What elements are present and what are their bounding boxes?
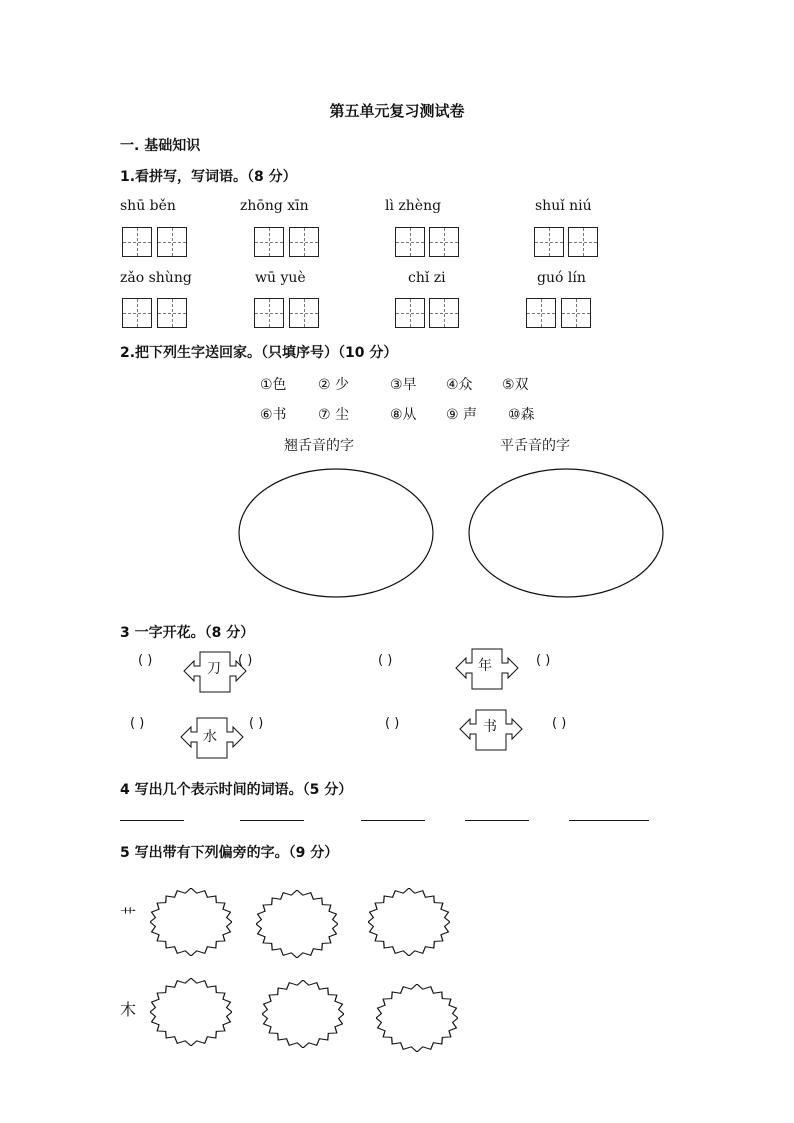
answer-line[interactable] (120, 820, 184, 821)
retroflex-label: 翘舌音的字 (284, 438, 354, 454)
pinyin-label: wū yuè (255, 270, 306, 286)
answer-line[interactable] (361, 820, 425, 821)
center-character: 水 (203, 729, 217, 745)
character-option: ⑤双 (502, 377, 529, 393)
question-3-heading: 3 一字开花。（8 分） (120, 625, 255, 641)
question-5-heading: 5 写出带有下列偏旁的字。（9 分） (120, 845, 339, 861)
starburst-answer-box[interactable] (368, 888, 450, 956)
question-1-heading: 1.看拼写，写词语。（8 分） (120, 169, 297, 185)
answer-blank[interactable]: ( ) (385, 716, 400, 731)
writing-grid-box[interactable] (568, 227, 598, 257)
center-character: 刀 (207, 661, 221, 677)
center-character: 书 (483, 719, 497, 735)
character-option: ⑦ 尘 (318, 407, 350, 423)
pinyin-label: guó lín (537, 270, 586, 286)
character-option: ⑩森 (508, 407, 535, 423)
character-option: ⑧从 (390, 407, 417, 423)
answer-blank[interactable]: ( ) (249, 716, 264, 731)
character-option: ⑨ 声 (446, 407, 478, 423)
center-character: 年 (478, 658, 492, 674)
writing-grid-box[interactable] (254, 227, 284, 257)
radical-label: 木 (120, 1000, 137, 1019)
starburst-answer-box[interactable] (262, 980, 344, 1048)
writing-grid-box[interactable] (534, 227, 564, 257)
answer-blank[interactable]: ( ) (138, 653, 153, 668)
question-4-heading: 4 写出几个表示时间的词语。（5 分） (120, 782, 353, 798)
pinyin-label: zhōng xīn (240, 198, 309, 214)
writing-grid-box[interactable] (157, 298, 187, 328)
writing-grid-box[interactable] (157, 227, 187, 257)
pinyin-label: chǐ zi (408, 270, 446, 286)
starburst-answer-box[interactable] (256, 890, 338, 958)
writing-grid-box[interactable] (122, 227, 152, 257)
pinyin-label: zǎo shùng (120, 270, 192, 286)
answer-blank[interactable]: ( ) (238, 653, 253, 668)
character-option: ④众 (446, 377, 473, 393)
writing-grid-box[interactable] (254, 298, 284, 328)
writing-grid-box[interactable] (429, 227, 459, 257)
starburst-answer-box[interactable] (150, 978, 232, 1046)
character-option: ⑥书 (260, 407, 287, 423)
pinyin-label: shuǐ niú (535, 198, 592, 214)
answer-blank[interactable]: ( ) (130, 716, 145, 731)
writing-grid-box[interactable] (289, 227, 319, 257)
answer-blank[interactable]: ( ) (552, 716, 567, 731)
writing-grid-box[interactable] (395, 227, 425, 257)
answer-blank[interactable]: ( ) (378, 653, 393, 668)
answer-oval-right[interactable] (466, 466, 666, 600)
answer-blank[interactable]: ( ) (536, 653, 551, 668)
writing-grid-box[interactable] (289, 298, 319, 328)
flat-tongue-label: 平舌音的字 (500, 438, 570, 454)
answer-line[interactable] (240, 820, 304, 821)
starburst-answer-box[interactable] (376, 984, 458, 1052)
starburst-answer-box[interactable] (150, 888, 232, 956)
character-option: ③早 (390, 377, 417, 393)
writing-grid-box[interactable] (526, 298, 556, 328)
writing-grid-box[interactable] (429, 298, 459, 328)
writing-grid-box[interactable] (395, 298, 425, 328)
pinyin-label: lì zhèng (385, 198, 442, 214)
answer-line[interactable] (465, 820, 529, 821)
question-2-heading: 2.把下列生字送回家。（只填序号）（10 分） (120, 345, 398, 361)
section-heading: 一. 基础知识 (120, 138, 201, 154)
answer-oval-left[interactable] (236, 466, 436, 600)
writing-grid-box[interactable] (122, 298, 152, 328)
pinyin-label: shū běn (120, 198, 176, 214)
page-title: 第五单元复习测试卷 (329, 102, 465, 120)
character-option: ② 少 (318, 377, 350, 393)
character-option: ①色 (260, 377, 287, 393)
radical-label: 艹 (120, 906, 137, 925)
answer-line[interactable] (569, 820, 649, 821)
writing-grid-box[interactable] (561, 298, 591, 328)
